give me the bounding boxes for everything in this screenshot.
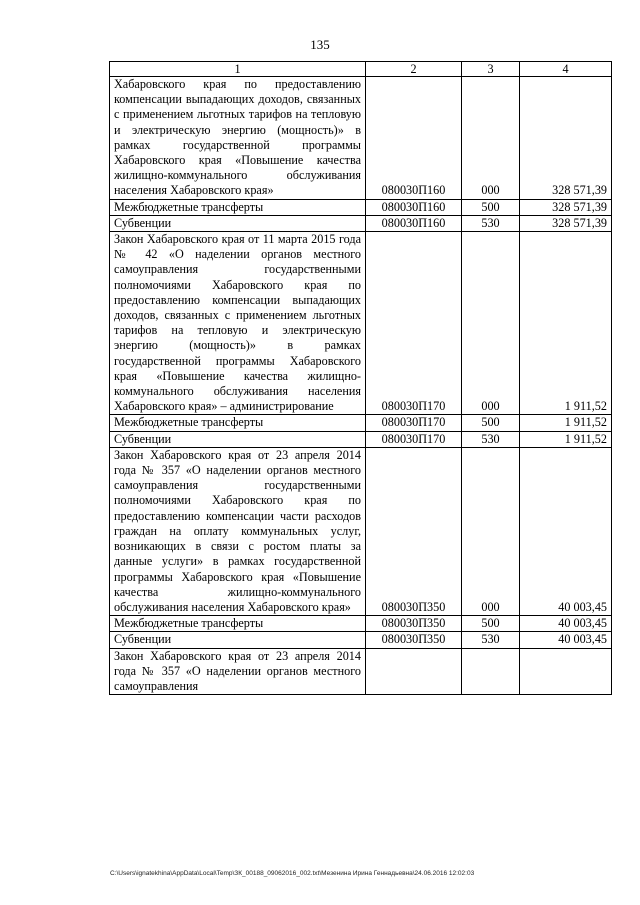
row-target-code <box>366 648 462 695</box>
row-amount: 328 571,39 <box>520 77 612 200</box>
row-target-code: 080030П160 <box>366 77 462 200</box>
table-row <box>110 632 612 648</box>
row-expense-type: 500 <box>462 616 520 632</box>
row-description: Межбюджетные трансферты <box>110 415 366 431</box>
column-header: 3 <box>462 62 520 77</box>
row-amount: 40 003,45 <box>520 616 612 632</box>
row-amount <box>520 648 612 695</box>
table-row <box>110 215 612 231</box>
table-row <box>110 648 612 695</box>
row-amount: 1 911,52 <box>520 232 612 415</box>
budget-table <box>109 61 612 695</box>
row-target-code: 080030П170 <box>366 431 462 447</box>
row-amount: 40 003,45 <box>520 632 612 648</box>
file-path-footer: C:\Users\ignatekhina\AppData\Local\Temp\ЗК_00188_09062016_002.txt\Мезенина Ирина Геннадьевна\24.06.2016 12:02:03 <box>110 870 475 877</box>
table-row <box>110 431 612 447</box>
row-description: Хабаровского края по предоставлению компенсации выпадающих доходов, связанных с применением льготных тарифов на тепловую и электрическую энергию (мощность)» в рамках государственной программы Хабаровского края «Повышение качества жилищно-коммунального обслуживания населения Хабаровского края» <box>110 77 366 200</box>
row-amount: 328 571,39 <box>520 199 612 215</box>
row-description: Закон Хабаровского края от 11 марта 2015 года № 42 «О наделении органов местного самоуправления государственными полномочиями Хабаровского края по предоставлению компенсации выпадающих доходов, связанных с применением льготных тарифов на тепловую и электрическую энергию (мощность)» в рамках государственной программы Хабаровского края «Повышение качества жилищно-коммунального обслуживания населения Хабаровского края» – администрирование <box>110 232 366 415</box>
row-description: Межбюджетные трансферты <box>110 199 366 215</box>
row-description: Закон Хабаровского края от 23 апреля 2014 года № 357 «О наделении органов местного самоуправления государственными полномочиями Хабаровского края по предоставлению компенсации части расходов граждан на оплату коммунальных услуг, возникающих в связи с ростом платы за данные услуги» в рамках государственной программы Хабаровского края «Повышение качества жилищно-коммунального обслуживания населения Хабаровского края» <box>110 447 366 615</box>
row-expense-type: 500 <box>462 199 520 215</box>
row-description: Закон Хабаровского края от 23 апреля 2014 года № 357 «О наделении органов местного самоуправления <box>110 648 366 695</box>
row-target-code: 080030П160 <box>366 199 462 215</box>
row-target-code: 080030П170 <box>366 232 462 415</box>
table-row <box>110 616 612 632</box>
row-description: Субвенции <box>110 431 366 447</box>
table-header-row <box>110 62 612 77</box>
column-header: 4 <box>520 62 612 77</box>
column-header: 2 <box>366 62 462 77</box>
row-expense-type: 530 <box>462 215 520 231</box>
row-expense-type: 000 <box>462 447 520 615</box>
row-description: Субвенции <box>110 215 366 231</box>
row-amount: 1 911,52 <box>520 431 612 447</box>
page-number: 135 <box>310 37 330 52</box>
row-amount: 40 003,45 <box>520 447 612 615</box>
column-header: 1 <box>110 62 366 77</box>
row-target-code: 080030П170 <box>366 415 462 431</box>
row-expense-type: 500 <box>462 415 520 431</box>
row-target-code: 080030П160 <box>366 215 462 231</box>
row-description: Субвенции <box>110 632 366 648</box>
row-amount: 1 911,52 <box>520 415 612 431</box>
row-expense-type: 000 <box>462 77 520 200</box>
row-expense-type: 530 <box>462 431 520 447</box>
row-target-code: 080030П350 <box>366 632 462 648</box>
table-row <box>110 415 612 431</box>
row-expense-type: 000 <box>462 232 520 415</box>
row-target-code: 080030П350 <box>366 616 462 632</box>
row-description: Межбюджетные трансферты <box>110 616 366 632</box>
table-row <box>110 447 612 615</box>
table-row <box>110 232 612 415</box>
table-row <box>110 77 612 200</box>
table-row <box>110 199 612 215</box>
row-expense-type <box>462 648 520 695</box>
row-expense-type: 530 <box>462 632 520 648</box>
row-target-code: 080030П350 <box>366 447 462 615</box>
row-amount: 328 571,39 <box>520 215 612 231</box>
